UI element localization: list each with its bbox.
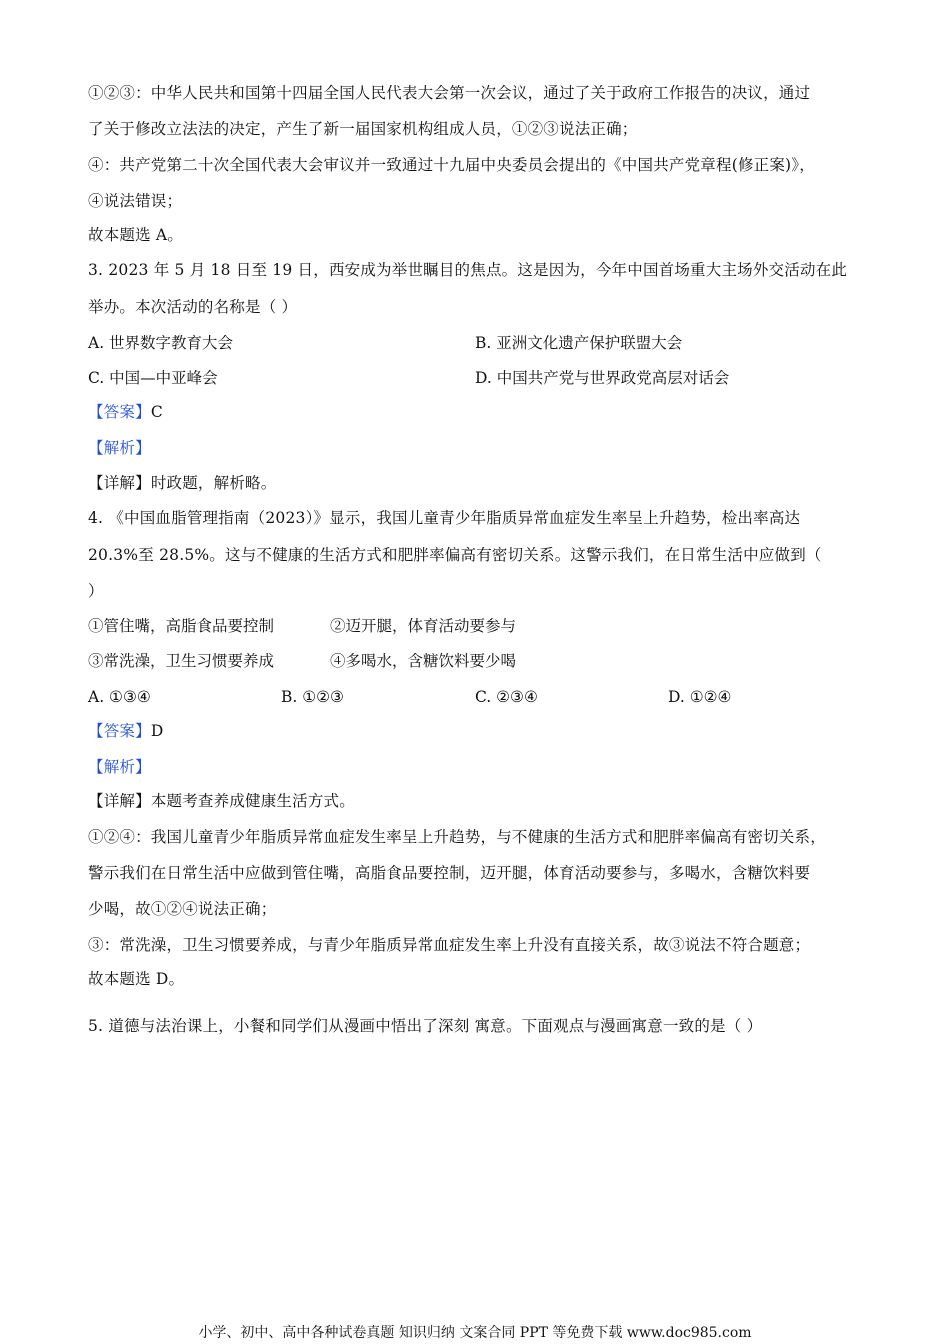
detail-tag: 【详解】 bbox=[88, 792, 151, 810]
question-4-option-b: B. ①②③ bbox=[281, 688, 344, 706]
detail-text: 时政题，解析略。 bbox=[150, 474, 277, 492]
question-4-item-1: ①管住嘴，高脂食品要控制 bbox=[88, 617, 275, 635]
question-4-item-2: ②迈开腿，体育活动要参与 bbox=[330, 617, 517, 635]
text-line: 故本题选 A。 bbox=[88, 226, 184, 244]
question-3-option-c: C. 中国—中亚峰会 bbox=[88, 369, 218, 387]
explanation-line: 警示我们在日常生活中应做到管住嘴，高脂食品要控制，迈开腿，体育活动要参与，多喝水，含糖饮料要 bbox=[88, 864, 811, 882]
question-3-detail bbox=[88, 473, 276, 493]
explanation-line: 故本题选 D。 bbox=[88, 970, 185, 988]
question-4-option-d: D. ①②④ bbox=[668, 688, 732, 706]
question-4-answer bbox=[88, 721, 163, 741]
question-4-option-a: A. ①③④ bbox=[88, 688, 151, 706]
question-4-item-4: ④多喝水，含糖饮料要少喝 bbox=[330, 652, 517, 670]
question-3-stem: 3. 2023 年 5 月 18 日至 19 日，西安成为举世瞩目的焦点。这是因为，今年中国首场重大主场外交活动在此 bbox=[88, 261, 848, 279]
question-3-stem: 举办。本次活动的名称是（ ） bbox=[88, 298, 298, 316]
question-5-stem: 5. 道德与法治课上，小餐和同学们从漫画中悟出了深刻 寓意。下面观点与漫画寓意一致的是（ ） bbox=[88, 1017, 763, 1035]
question-4-option-c: C. ②③④ bbox=[475, 688, 538, 706]
answer-value: D bbox=[150, 722, 164, 740]
question-3-option-b: B. 亚洲文化遗产保护联盟大会 bbox=[475, 334, 683, 352]
question-3-answer bbox=[88, 402, 163, 422]
explanation-line: 少喝，故①②④说法正确； bbox=[88, 900, 277, 918]
question-4-stem: 20.3%至 28.5%。这与不健康的生活方式和肥胖率偏高有密切关系。这警示我们，在日常生活中应做到（ bbox=[88, 546, 822, 564]
text-line: ④：共产党第二十次全国代表大会审议并一致通过十九届中央委员会提出的《中国共产党章程(修正案)》， bbox=[88, 156, 815, 174]
analysis-tag: 【解析】 bbox=[88, 439, 151, 457]
detail-tag: 【详解】 bbox=[88, 474, 151, 492]
page-footer: 小学、初中、高中各种试卷真题 知识归纳 文案合同 PPT 等免费下载 www.doc985.com bbox=[198, 1325, 752, 1341]
answer-value: C bbox=[150, 403, 163, 421]
text-line: ④说法错误； bbox=[88, 192, 183, 210]
question-4-stem: ） bbox=[88, 582, 104, 600]
answer-tag: 【答案】 bbox=[88, 722, 151, 740]
question-3-option-d: D. 中国共产党与世界政党高层对话会 bbox=[475, 369, 730, 387]
question-4-item-3: ③常洗澡，卫生习惯要养成 bbox=[88, 652, 275, 670]
text-line: 了关于修改立法法的决定，产生了新一届国家机构组成人员，①②③说法正确； bbox=[88, 120, 638, 138]
explanation-line: ③：常洗澡，卫生习惯要养成，与青少年脂质异常血症发生率上升没有直接关系，故③说法不符合题意； bbox=[88, 936, 811, 954]
explanation-line: ①②④：我国儿童青少年脂质异常血症发生率呈上升趋势，与不健康的生活方式和肥胖率偏高有密切关系， bbox=[88, 828, 826, 846]
answer-tag: 【答案】 bbox=[88, 403, 151, 421]
analysis-tag: 【解析】 bbox=[88, 758, 151, 776]
question-3-option-a: A. 世界数字教育大会 bbox=[88, 334, 234, 352]
question-4-stem: 4. 《中国血脂管理指南（2023）》显示，我国儿童青少年脂质异常血症发生率呈上升趋势，检出率高达 bbox=[88, 509, 801, 527]
question-4-detail bbox=[88, 791, 355, 811]
detail-text: 本题考查养成健康生活方式。 bbox=[150, 792, 355, 810]
text-line: ①②③：中华人民共和国第十四届全国人民代表大会第一次会议，通过了关于政府工作报告的决议，通过 bbox=[88, 84, 811, 102]
